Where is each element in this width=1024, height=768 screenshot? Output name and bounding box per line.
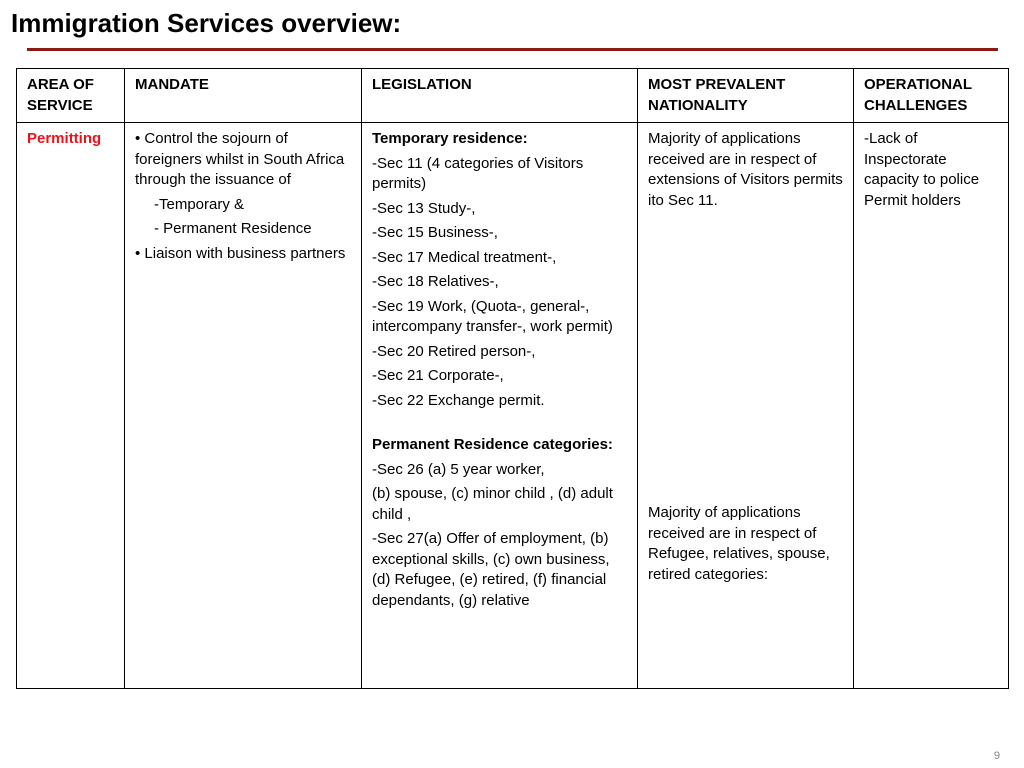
area-label-permitting: Permitting <box>27 130 102 147</box>
table-row <box>17 123 1009 689</box>
header-mandate: MANDATE <box>125 69 362 123</box>
permanent-residence-heading: Permanent Residence categories: <box>372 436 613 453</box>
mandate-item-liaison: • Liaison with business partners <box>135 244 346 262</box>
legislation-item: -Sec 20 Retired person-, <box>372 342 536 360</box>
legislation-cell <box>362 123 638 689</box>
immigration-services-table <box>16 68 1009 689</box>
challenges-cell <box>854 123 1009 689</box>
legislation-item: -Sec 22 Exchange permit. <box>372 391 545 409</box>
legislation-item: -Sec 27(a) Offer of employment, (b) exceptional skills, (c) own business, (d) Refugee, (e) retired, (f) financial dependants, (g) relative <box>372 530 610 609</box>
temporary-nationality-note: Majority of applications received are in respect of extensions of Visitors permits ito Sec 11. <box>648 130 843 209</box>
temporary-residence-heading: Temporary residence: <box>372 130 528 147</box>
legislation-item: -Sec 17 Medical treatment-, <box>372 248 557 266</box>
legislation-item: -Sec 18 Relatives-, <box>372 273 499 290</box>
nationality-cell <box>638 123 854 689</box>
operational-challenge-text: -Lack of Inspectorate capacity to police Permit holders <box>864 130 980 209</box>
permanent-nationality-note: Majority of applications received are in respect of Refugee, relatives, spouse, retired categories: <box>648 504 830 583</box>
nationality-spacer <box>648 215 844 503</box>
slide-number: 9 <box>993 750 1000 762</box>
title-divider <box>27 48 998 51</box>
header-most-prevalent-nationality: MOST PREVALENT NATIONALITY <box>638 69 854 123</box>
table-header-row <box>17 69 1009 123</box>
mandate-cell <box>125 123 362 689</box>
mandate-item-control-sojourn: • Control the sojourn of foreigners whilst in South Africa through the issuance of <box>135 130 345 188</box>
legislation-item: -Sec 19 Work, (Quota-, general-, intercompany transfer-, work permit) <box>372 297 613 335</box>
header-operational-challenges: OPERATIONAL CHALLENGES <box>854 69 1009 123</box>
header-area-of-service: AREA OF SERVICE <box>17 69 125 123</box>
legislation-item: -Sec 11 (4 categories of Visitors permits) <box>372 154 584 192</box>
legislation-item: (b) spouse, (c) minor child , (d) adult child , <box>372 485 613 523</box>
legislation-item: -Sec 15 Business-, <box>372 224 498 241</box>
legislation-item: -Sec 21 Corporate-, <box>372 367 504 384</box>
header-legislation: LEGISLATION <box>362 69 638 123</box>
area-of-service-cell <box>17 123 125 689</box>
mandate-item-permanent-residence: - Permanent Residence <box>154 220 312 237</box>
mandate-item-temporary: -Temporary & <box>154 195 245 213</box>
legislation-item: -Sec 13 Study-, <box>372 199 476 217</box>
section-gap <box>372 415 628 435</box>
legislation-item: -Sec 26 (a) 5 year worker, <box>372 460 545 478</box>
page-title: Immigration Services overview: <box>11 8 402 38</box>
